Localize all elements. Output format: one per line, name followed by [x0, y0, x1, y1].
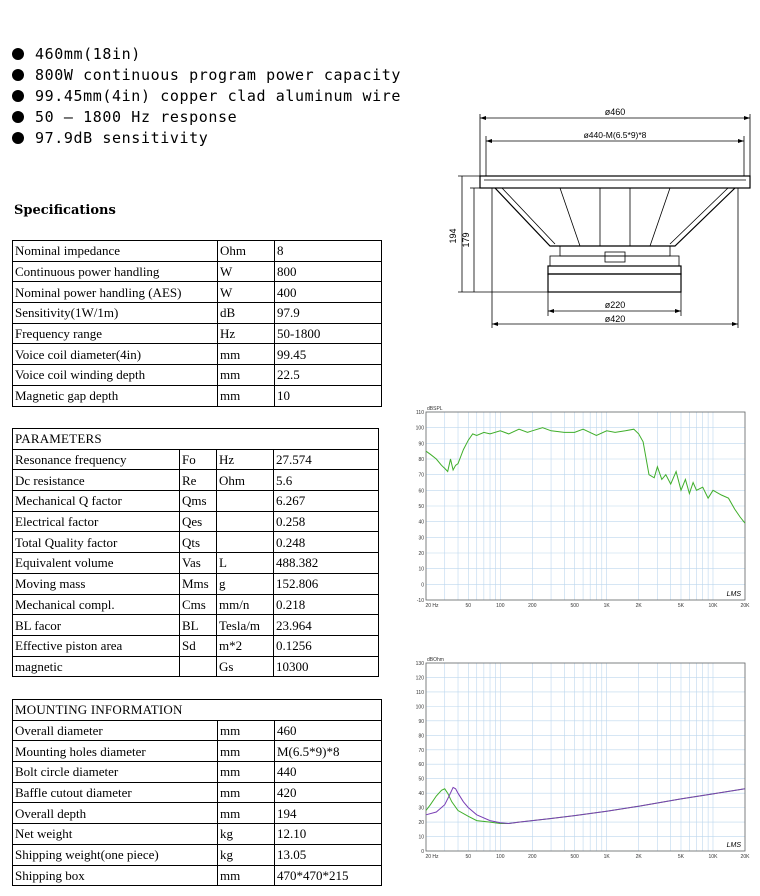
feature-item — [12, 86, 401, 107]
x-tick-label: 20K — [740, 603, 750, 609]
bullet-icon — [12, 111, 24, 123]
mounting-value: 194 — [275, 803, 382, 824]
param-unit: mm/n — [217, 594, 274, 615]
table-row — [13, 365, 382, 386]
param-symbol — [180, 656, 217, 677]
mounting-value: 12.10 — [275, 824, 382, 845]
spec-value: 97.9 — [275, 303, 382, 324]
x-tick-label: 500 — [570, 854, 579, 860]
spec-value: 400 — [275, 282, 382, 303]
x-tick-label: 5K — [677, 603, 685, 609]
spec-name: Sensitivity(1W/1m) — [13, 303, 218, 324]
feature-text: 50 — 1800 Hz response — [35, 108, 238, 126]
mounting-value: 420 — [275, 782, 382, 803]
y-tick-label: 60 — [418, 488, 424, 495]
y-tick-label: 0 — [421, 582, 424, 589]
param-symbol: Sd — [180, 635, 217, 656]
param-symbol: Re — [180, 470, 217, 491]
param-value: 0.1256 — [274, 635, 379, 656]
y-tick-label: 30 — [418, 535, 424, 542]
mounting-value: 470*470*215 — [275, 865, 382, 886]
x-tick-label: 100 — [496, 854, 505, 860]
feature-text: 800W continuous program power capacity — [35, 66, 401, 84]
x-tick-label: 50 — [465, 854, 472, 860]
table-row — [13, 323, 382, 344]
x-tick-label: 2K — [635, 603, 642, 609]
lms-logo: LMS — [726, 591, 741, 598]
speaker-dimension-drawing — [440, 106, 760, 336]
frequency-response-chart — [410, 404, 752, 612]
spec-name: Continuous power handling — [13, 261, 218, 282]
dim-depth-total-label: 194 — [448, 228, 458, 244]
param-symbol: Mms — [180, 573, 217, 594]
param-value: 488.382 — [274, 553, 379, 574]
param-value: 23.964 — [274, 615, 379, 636]
bullet-icon — [12, 48, 24, 60]
table-row — [13, 824, 382, 845]
specifications-table — [12, 240, 382, 407]
spec-unit: W — [218, 261, 275, 282]
mounting-heading: MOUNTING INFORMATION — [13, 700, 382, 721]
param-symbol: Qes — [180, 511, 217, 532]
spec-name: Nominal impedance — [13, 241, 218, 262]
table-row — [13, 470, 379, 491]
dim-depth-frame-label: 179 — [461, 232, 471, 248]
x-tick-label: 50 — [465, 603, 472, 609]
x-tick-label: 100 — [496, 603, 505, 609]
y-tick-label: 60 — [418, 762, 424, 769]
feature-text: 99.45mm(4in) copper clad aluminum wire — [35, 87, 401, 105]
table-row — [13, 532, 379, 553]
mounting-unit: mm — [218, 741, 275, 762]
param-name: BL facor — [13, 615, 180, 636]
specifications-heading: Specifications — [14, 203, 116, 218]
param-unit — [217, 491, 274, 512]
spec-name: Magnetic gap depth — [13, 385, 218, 406]
table-row — [13, 261, 382, 282]
y-tick-label: 100 — [415, 425, 424, 432]
dim-overall-label: ø460 — [604, 107, 626, 117]
param-symbol: Fo — [180, 449, 217, 470]
dim-magnet-label: ø220 — [604, 300, 626, 310]
param-value: 0.218 — [274, 594, 379, 615]
table-row — [13, 511, 379, 532]
y-axis-label: dBSPL — [427, 406, 443, 412]
param-name: magnetic — [13, 656, 180, 677]
param-value: 0.258 — [274, 511, 379, 532]
table-row — [13, 615, 379, 636]
x-tick-label: 200 — [528, 603, 537, 609]
spec-unit: Hz — [218, 323, 275, 344]
mounting-table — [12, 699, 382, 886]
parameters-heading: PARAMETERS — [13, 429, 379, 450]
y-tick-label: 40 — [418, 791, 424, 798]
table-row — [13, 741, 382, 762]
table-row — [13, 344, 382, 365]
spec-value: 800 — [275, 261, 382, 282]
mounting-name: Bolt circle diameter — [13, 762, 218, 783]
y-tick-label: 20 — [418, 551, 424, 557]
lms-logo: LMS — [726, 842, 741, 849]
y-tick-label: 130 — [415, 661, 424, 667]
feature-text: 97.9dB sensitivity — [35, 129, 209, 147]
mounting-unit: mm — [218, 782, 275, 803]
x-tick-label: 10K — [708, 854, 718, 860]
table-row — [13, 573, 379, 594]
spec-unit: dB — [218, 303, 275, 324]
y-tick-label: 110 — [416, 689, 424, 696]
chart-background — [410, 655, 752, 863]
param-name: Equivalent volume — [13, 553, 180, 574]
table-row — [13, 844, 382, 865]
table-row — [13, 491, 379, 512]
y-tick-label: 10 — [418, 566, 424, 573]
param-unit — [217, 511, 274, 532]
spec-unit: W — [218, 282, 275, 303]
param-unit: Hz — [217, 449, 274, 470]
y-tick-label: 20 — [418, 820, 424, 827]
parameters-table — [12, 428, 379, 677]
spec-unit: mm — [218, 385, 275, 406]
mounting-name: Shipping weight(one piece) — [13, 844, 218, 865]
param-unit: Tesla/m — [217, 615, 274, 636]
mounting-value: M(6.5*9)*8 — [275, 741, 382, 762]
table-row — [13, 803, 382, 824]
param-value: 152.806 — [274, 573, 379, 594]
y-tick-label: 0 — [421, 849, 424, 855]
param-name: Mechanical Q factor — [13, 491, 180, 512]
param-unit — [217, 532, 274, 553]
chart-background — [410, 404, 752, 612]
param-name: Dc resistance — [13, 470, 180, 491]
spec-unit: Ohm — [218, 241, 275, 262]
table-row — [13, 865, 382, 886]
table-row — [13, 656, 379, 677]
spec-value: 10 — [275, 385, 382, 406]
table-row — [13, 449, 379, 470]
table-row — [13, 282, 382, 303]
x-tick-label: 5K — [677, 854, 685, 860]
y-tick-label: 30 — [418, 805, 424, 812]
dim-bolt-label: ø440-M(6.5*9)*8 — [583, 130, 647, 140]
y-tick-label: 90 — [418, 441, 424, 448]
y-tick-label: 70 — [418, 747, 424, 754]
param-symbol: BL — [180, 615, 217, 636]
param-name: Moving mass — [13, 573, 180, 594]
y-axis-label: dBOhm — [427, 657, 444, 663]
feature-item — [12, 107, 401, 128]
table-row — [13, 385, 382, 406]
mounting-unit: mm — [218, 803, 275, 824]
y-tick-label: 80 — [418, 457, 424, 463]
spec-name: Voice coil winding depth — [13, 365, 218, 386]
spec-value: 99.45 — [275, 344, 382, 365]
spec-name: Voice coil diameter(4in) — [13, 344, 218, 365]
y-tick-label: 50 — [418, 504, 424, 510]
param-unit: Ohm — [217, 470, 274, 491]
param-unit: m*2 — [217, 635, 274, 656]
feature-text: 460mm(18in) — [35, 45, 141, 63]
spec-unit: mm — [218, 365, 275, 386]
param-name: Total Quality factor — [13, 532, 180, 553]
x-tick-label: 200 — [528, 854, 537, 860]
feature-item — [12, 44, 401, 65]
table-row — [13, 553, 379, 574]
impedance-chart — [410, 655, 752, 863]
y-tick-label: 70 — [418, 472, 424, 479]
mounting-value: 460 — [275, 720, 382, 741]
param-value: 6.267 — [274, 491, 379, 512]
y-tick-label: 50 — [418, 776, 424, 783]
y-tick-label: 110 — [416, 410, 424, 416]
spec-value: 22.5 — [275, 365, 382, 386]
mounting-value: 13.05 — [275, 844, 382, 865]
mounting-name: Shipping box — [13, 865, 218, 886]
mounting-unit: kg — [218, 844, 275, 865]
y-tick-label: 80 — [418, 733, 424, 740]
spec-value: 50-1800 — [275, 323, 382, 344]
table-row — [13, 762, 382, 783]
mounting-name: Net weight — [13, 824, 218, 845]
x-tick-label: 20 Hz — [425, 854, 439, 860]
table-row — [13, 303, 382, 324]
x-tick-label: 20 Hz — [425, 603, 439, 609]
param-symbol: Cms — [180, 594, 217, 615]
feature-item — [12, 65, 401, 86]
x-tick-label: 1K — [603, 854, 610, 860]
y-tick-label: -10 — [416, 598, 424, 604]
dim-cutout-label: ø420 — [604, 314, 626, 324]
x-tick-label: 500 — [570, 603, 579, 609]
param-value: 5.6 — [274, 470, 379, 491]
param-value: 0.248 — [274, 532, 379, 553]
x-tick-label: 2K — [635, 854, 642, 860]
x-tick-label: 20K — [740, 854, 750, 860]
mounting-name: Overall diameter — [13, 720, 218, 741]
param-symbol: Qms — [180, 491, 217, 512]
param-symbol: Vas — [180, 553, 217, 574]
spec-name: Nominal power handling (AES) — [13, 282, 218, 303]
mounting-name: Baffle cutout diameter — [13, 782, 218, 803]
param-value: 27.574 — [274, 449, 379, 470]
feature-list — [12, 44, 401, 149]
param-value: 10300 — [274, 656, 379, 677]
bullet-icon — [12, 69, 24, 81]
param-unit: g — [217, 573, 274, 594]
param-name: Resonance frequency — [13, 449, 180, 470]
spec-value: 8 — [275, 241, 382, 262]
table-row — [13, 720, 382, 741]
table-row — [13, 594, 379, 615]
param-name: Effective piston area — [13, 635, 180, 656]
x-tick-label: 10K — [708, 603, 718, 609]
mounting-unit: mm — [218, 720, 275, 741]
spec-unit: mm — [218, 344, 275, 365]
bullet-icon — [12, 90, 24, 102]
y-tick-label: 120 — [415, 675, 424, 682]
mounting-value: 440 — [275, 762, 382, 783]
mounting-name: Overall depth — [13, 803, 218, 824]
param-unit: L — [217, 553, 274, 574]
mounting-unit: kg — [218, 824, 275, 845]
spec-name: Frequency range — [13, 323, 218, 344]
param-name: Electrical factor — [13, 511, 180, 532]
param-name: Mechanical compl. — [13, 594, 180, 615]
mounting-unit: mm — [218, 762, 275, 783]
table-row — [13, 241, 382, 262]
bullet-icon — [12, 132, 24, 144]
y-tick-label: 10 — [418, 834, 424, 841]
param-symbol: Qts — [180, 532, 217, 553]
table-row — [13, 782, 382, 803]
param-unit: Gs — [217, 656, 274, 677]
x-tick-label: 1K — [603, 603, 610, 609]
table-row — [13, 635, 379, 656]
y-tick-label: 90 — [418, 718, 424, 725]
y-tick-label: 40 — [418, 519, 424, 526]
feature-item — [12, 128, 401, 149]
mounting-unit: mm — [218, 865, 275, 886]
mounting-name: Mounting holes diameter — [13, 741, 218, 762]
y-tick-label: 100 — [415, 704, 424, 711]
